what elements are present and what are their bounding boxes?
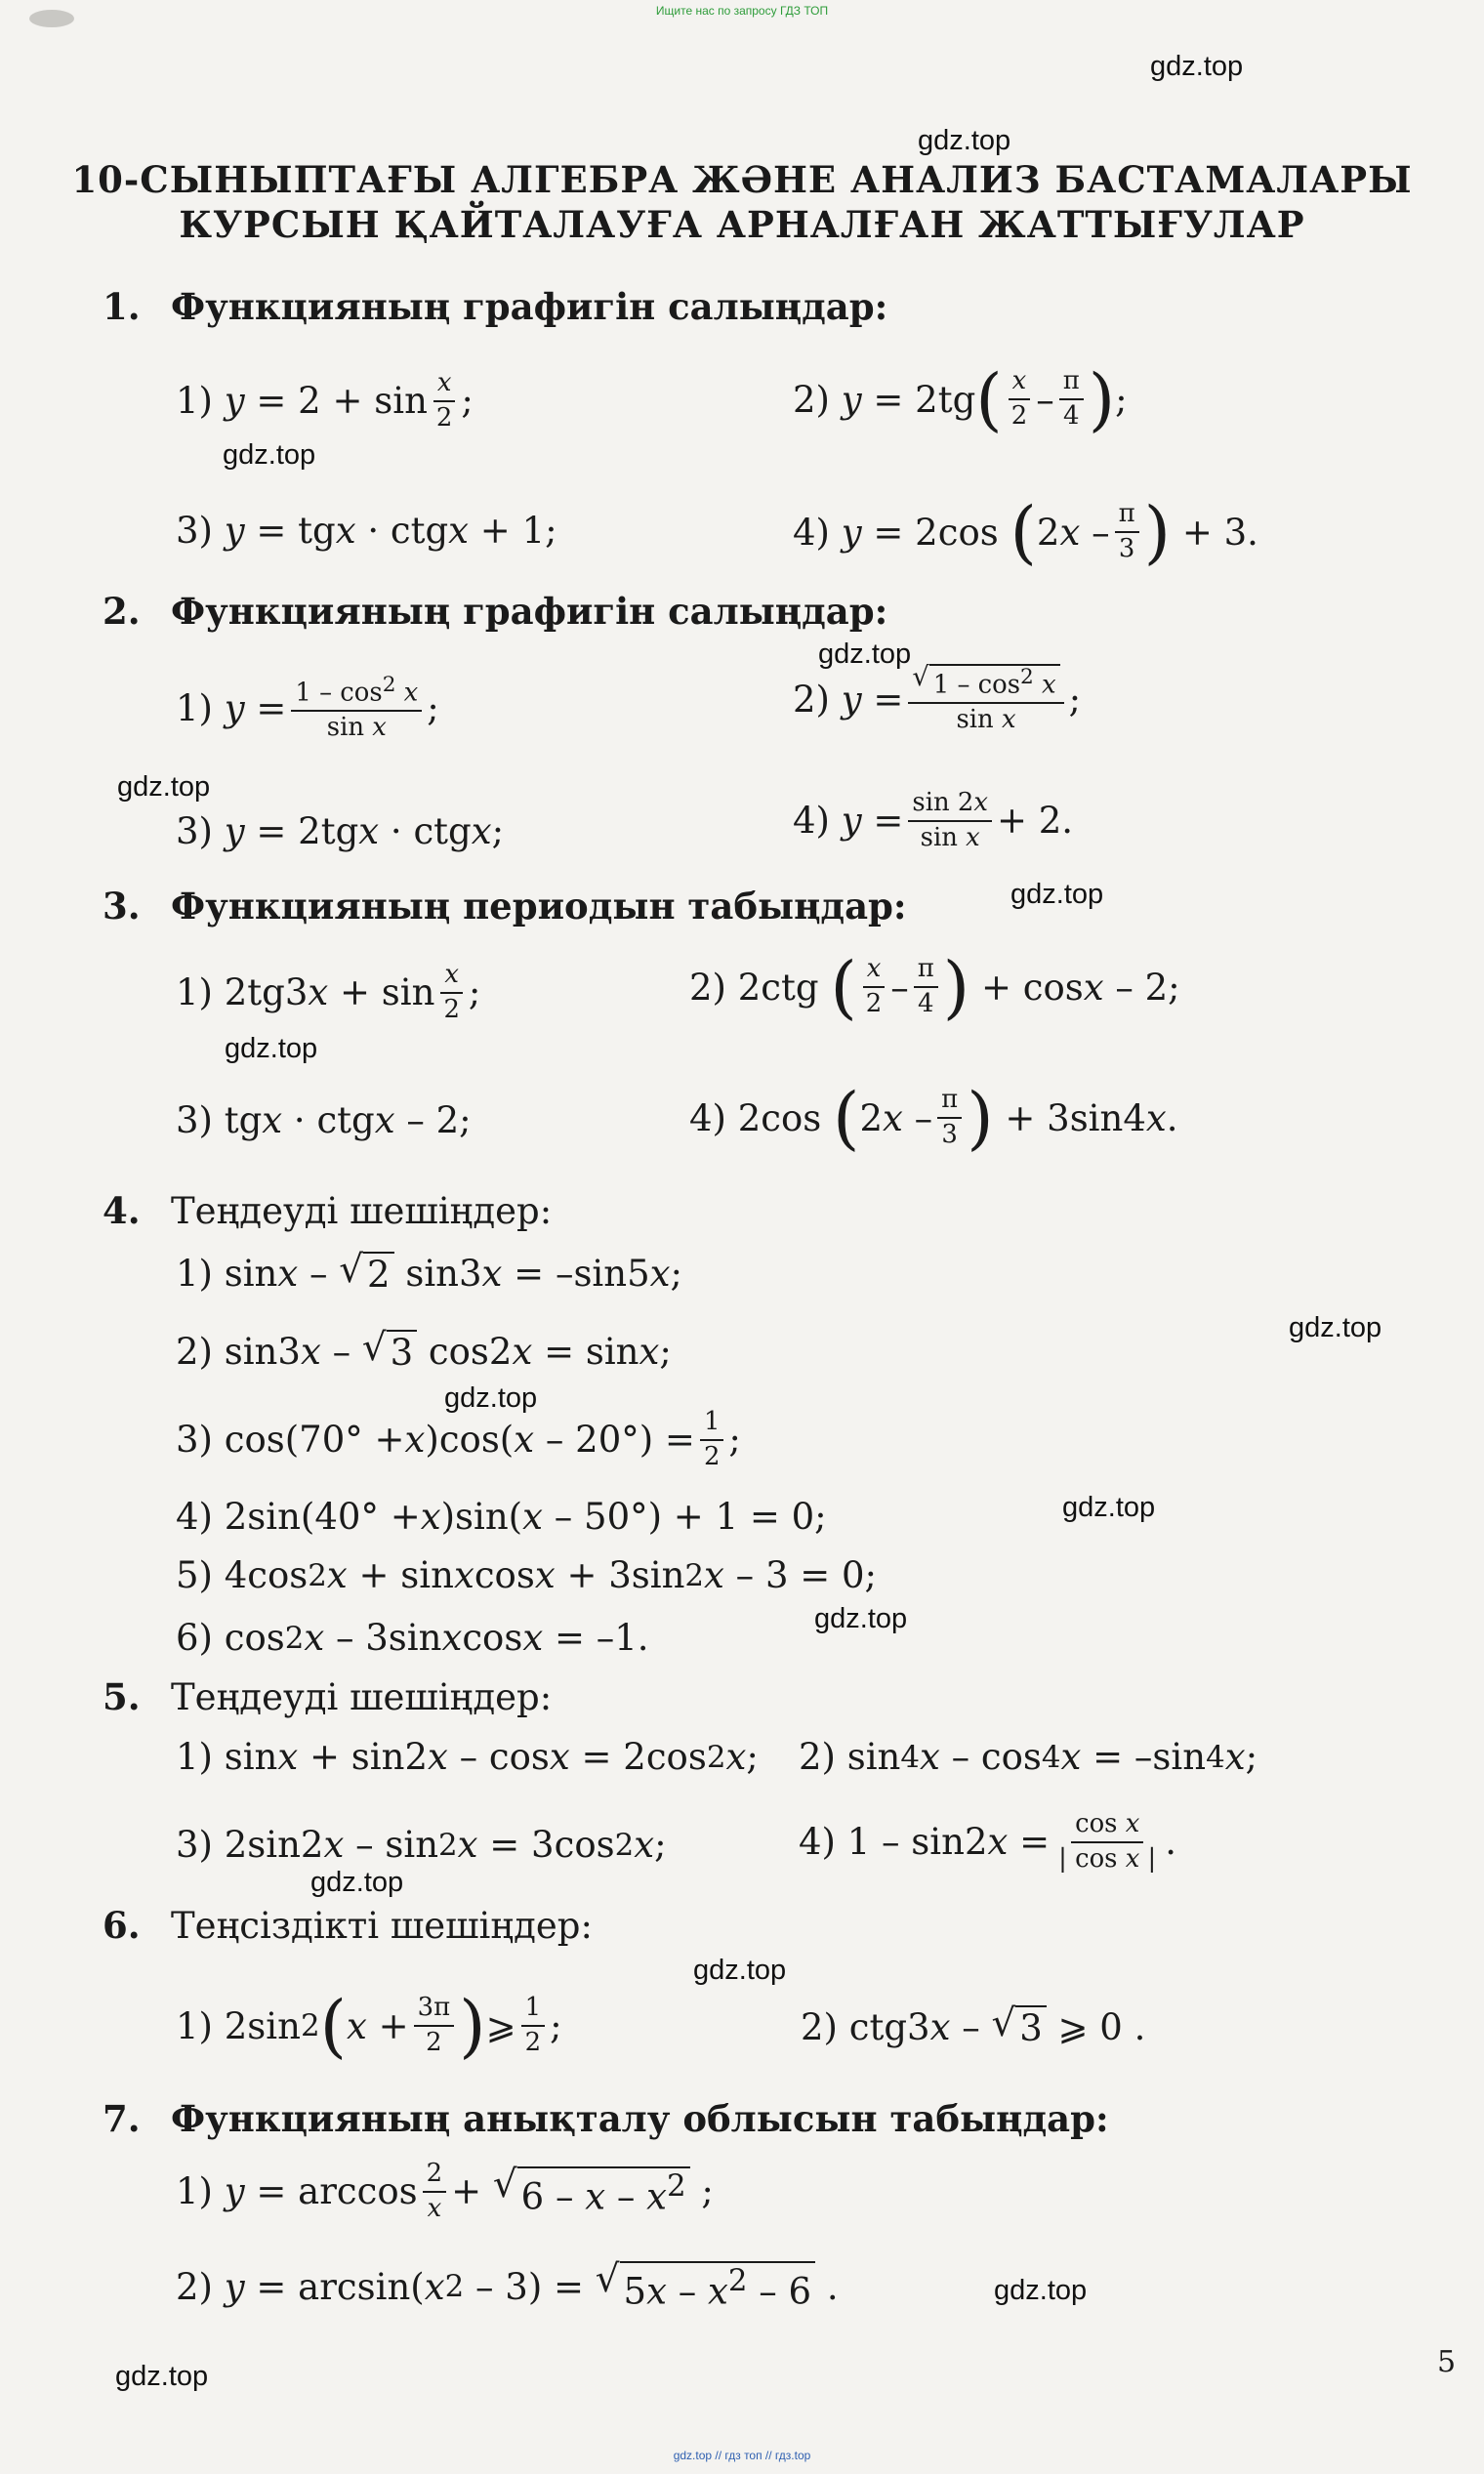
watermark: gdz.top <box>693 1955 787 1986</box>
top-note: Ищите нас по запросу ГДЗ ТОП <box>655 4 829 18</box>
task-5-item-4: 4) 1 – sin2 x = $\frac{\text{cos x}}{\text{| cos x |}}$ . <box>799 1809 1177 1874</box>
task-number: 1. <box>103 285 141 328</box>
task-2-item-1: 1) y = $\frac{1 - \cos^2 x}{\text{sin x}}$ ; <box>176 673 439 743</box>
task-5 <box>103 1675 552 1718</box>
watermark: gdz.top <box>818 639 912 670</box>
task-text: Теңсіздікті шешіңдер: <box>171 1905 593 1947</box>
task-4-item-4: 4) 2sin(40° + x )sin( x – 50°) + 1 = 0; <box>176 1496 827 1538</box>
scan-mark <box>29 10 74 27</box>
page-number: 5 <box>1437 2345 1457 2379</box>
task-4-item-1: 1) sin x – √ 2 sin3 x = –sin5 x ; <box>176 1248 682 1296</box>
task-6-item-2: 2) ctg3 x – √ 3 ⩾ 0 . <box>801 2001 1146 2049</box>
watermark: gdz.top <box>1062 1492 1156 1523</box>
watermark: gdz.top <box>225 1033 318 1064</box>
task-number: 5. <box>103 1675 141 1718</box>
watermark: gdz.top <box>1010 879 1104 910</box>
task-1-item-2: 2) y = 2tg ( $\frac{x}{2}$ – $\frac{\pi}{4}$ ) ; <box>793 359 1128 439</box>
task-text: Функцияның графигін салыңдар: <box>171 590 888 633</box>
watermark: gdz.top <box>117 771 211 803</box>
task-number: 6. <box>103 1904 141 1947</box>
task-4-item-2: 2) sin3 x – √ 3 cos2 x = sin x ; <box>176 1326 672 1374</box>
task-text: Теңдеуді шешіңдер: <box>171 1190 553 1232</box>
task-text: Функцияның периодын табыңдар: <box>171 885 907 928</box>
task-2-item-4: 4) y = $\frac{\sin 2x}{\text{sin x}}$ + 2. <box>793 788 1074 852</box>
task-1 <box>103 285 887 328</box>
task-7-item-1: 1) y = arccos $\frac{2}{x}$ + √ 6 – x – $x^2$ ; <box>176 2159 714 2223</box>
task-5-item-3: 3) 2sin2 x – sin 2 x = 3cos 2 x ; <box>176 1824 667 1866</box>
task-number: 4. <box>103 1189 141 1232</box>
task-2-item-3: 3) y = 2tg x · ctg x ; <box>176 810 505 852</box>
task-4-item-3: 3) cos(70° + x )cos( x – 20°) = $\frac{1}{2}$ ; <box>176 1407 741 1471</box>
task-number: 2. <box>103 590 141 633</box>
watermark: gdz.top <box>1150 51 1244 82</box>
task-3-item-1: 1) 2tg3 x + sin $\frac{x}{2}$ ; <box>176 960 481 1024</box>
watermark: gdz.top <box>918 125 1011 156</box>
page-title: КУРСЫН ҚАЙТАЛАУҒА АРНАЛҒАН ЖАТТЫҒУЛАР <box>179 203 1305 246</box>
task-6-item-1: 1) 2sin 2 ( x + $\frac{3\pi}{2}$ ) ⩾ $\frac{1}{2}$ ; <box>176 1986 562 2066</box>
task-number: 3. <box>103 885 141 928</box>
task-1-item-1: 1) y = 2 + sin $\frac{x}{2}$ ; <box>176 368 474 433</box>
task-3 <box>103 885 907 928</box>
task-2-item-2: 2) y = √ $1 - \cos^2 x$ sin x ; <box>793 662 1082 735</box>
watermark: gdz.top <box>994 2275 1088 2306</box>
task-1-item-4: 4) y = 2cos ( 2 x – $\frac{\pi}{3}$ ) + 3. <box>793 492 1258 572</box>
task-3-item-2: 2) 2ctg ( $\frac{x}{2}$ – $\frac{\pi}{4}$ ) + cos x – 2; <box>689 947 1180 1027</box>
task-3-item-4: 4) 2cos ( 2 x – $\frac{\pi}{3}$ ) + 3sin4 x . <box>689 1078 1178 1158</box>
task-text: Теңдеуді шешіңдер: <box>171 1676 553 1718</box>
task-3-item-3: 3) tg x · ctg x – 2; <box>176 1099 472 1141</box>
task-6 <box>103 1904 593 1947</box>
task-text: Функцияның графигін салыңдар: <box>171 285 888 328</box>
watermark: gdz.top <box>814 1603 908 1634</box>
watermark: gdz.top <box>310 1867 404 1898</box>
task-text: Функцияның анықталу облысын табыңдар: <box>171 2097 1109 2140</box>
watermark: gdz.top <box>1289 1312 1382 1343</box>
bottom-note: gdz.top // гдз топ // гдз.top <box>673 2449 811 2462</box>
task-7 <box>103 2097 1109 2140</box>
watermark: gdz.top <box>444 1382 538 1414</box>
task-2 <box>103 590 887 633</box>
watermark: gdz.top <box>115 2361 209 2392</box>
task-5-item-2: 2) sin 4 x – cos 4 x = –sin 4 x ; <box>799 1736 1258 1778</box>
task-7-item-2: 2) y = arcsin( x 2 – 3) = √ $5x - x^2 - 6$ . <box>176 2257 839 2313</box>
task-4 <box>103 1189 552 1232</box>
watermark: gdz.top <box>223 439 316 471</box>
task-number: 7. <box>103 2097 141 2140</box>
task-1-item-3: 3) y = tg x · ctg x + 1; <box>176 510 557 552</box>
task-4-item-5: 5) 4cos 2 x + sin x cos x + 3sin 2 x – 3 = 0; <box>176 1554 878 1596</box>
task-4-item-6: 6) cos 2 x – 3sin x cos x = –1. <box>176 1617 649 1659</box>
task-5-item-1: 1) sin x + sin2 x – cos x = 2cos 2 x ; <box>176 1736 759 1778</box>
page-title: 10-СЫНЫПТАҒЫ АЛГЕБРА ЖӘНЕ АНАЛИЗ БАСТАМАЛАРЫ <box>71 158 1413 201</box>
